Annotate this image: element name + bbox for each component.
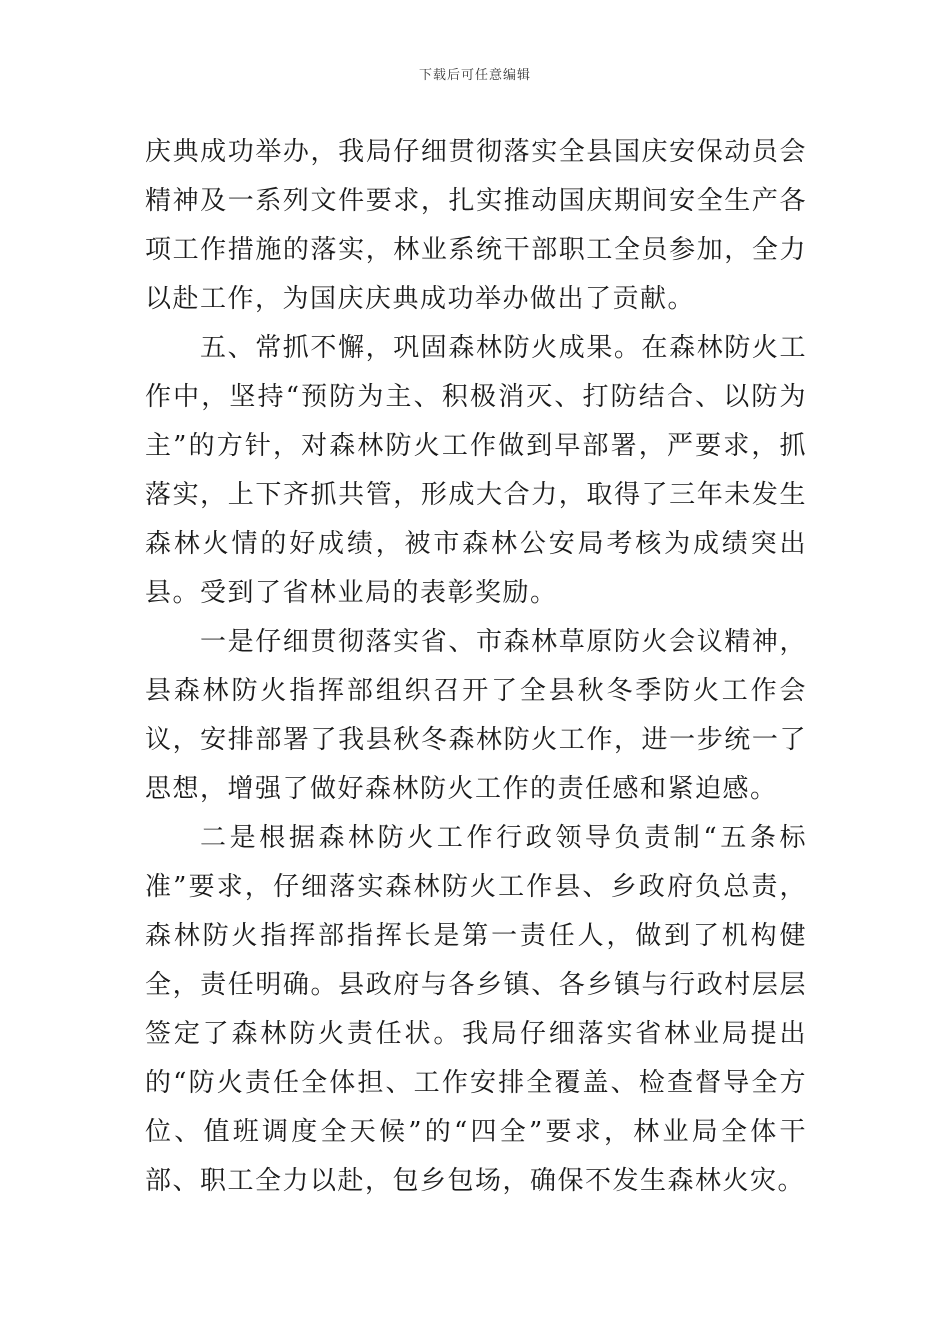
paragraph-continuation: 庆典成功举办，我局仔细贯彻落实全县国庆安保动员会精神及一系列文件要求，扎实推动国庆期间安全生产各项工作措施的落实，林业系统干部职工全员参加，全力以赴工作，为国庆庆典成功举办做出了贡献。 [145,137,807,314]
page-header-note: 下载后可任意编辑 [418,68,531,83]
paragraph-section-five: 五、常抓不懈，巩固森林防火成果。在森林防火工作中，坚持“预防为主、积极消灭、打防结合、以防为主”的方针，对森林防火工作做到早部署，严要求，抓落实，上下齐抓共管，形成大合力，取得了三年未发生森林火情的好成绩，被市森林公安局考核为成绩突出县。受到了省林业局的表彰奖励。 [145,333,807,608]
paragraph-point-two: 二是根据森林防火工作行政领导负责制“五条标准”要求，仔细落实森林防火工作县、乡政府负总责，森林防火指挥部指挥长是第一责任人，做到了机构健全，责任明确。县政府与各乡镇、各乡镇与行政村层层签定了森林防火责任状。我局仔细落实省林业局提出的“防火责任全体担、工作安排全覆盖、检查督导全方位、值班调度全天候”的“四全”要求，林业局全体干部、职工全力以赴，包乡包场，确保不发生森林火灾。 [145,823,807,1196]
paragraph-point-one: 一是仔细贯彻落实省、市森林草原防火会议精神，县森林防火指挥部组织召开了全县秋冬季防火工作会议，安排部署了我县秋冬森林防火工作，进一步统一了思想，增强了做好森林防火工作的责任感和紧迫感。 [145,627,807,804]
document-body [145,128,807,1206]
